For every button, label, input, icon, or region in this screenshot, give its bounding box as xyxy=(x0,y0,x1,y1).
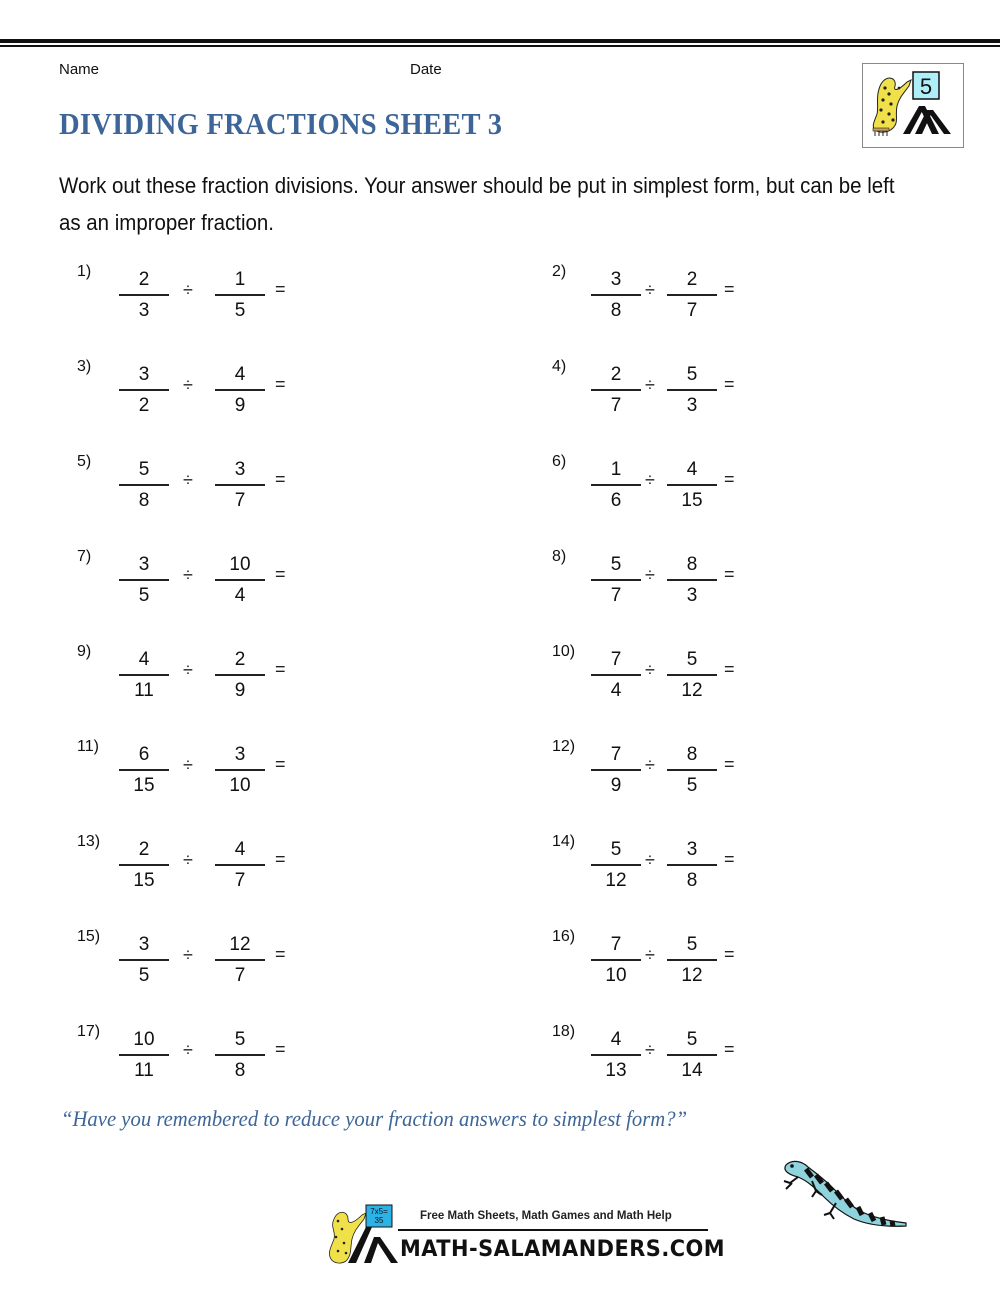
divide-operator: ÷ xyxy=(183,280,193,300)
svg-text:35: 35 xyxy=(374,1216,384,1225)
fraction-bar xyxy=(215,484,265,486)
divide-operator: ÷ xyxy=(645,1040,655,1060)
divisor-fraction xyxy=(215,647,265,704)
equals-sign: = xyxy=(275,564,286,584)
problem-14 xyxy=(552,833,792,893)
divisor-fraction xyxy=(667,552,717,609)
equals-sign: = xyxy=(724,564,735,584)
problem-1 xyxy=(77,263,317,323)
denominator: 5 xyxy=(686,774,698,796)
divisor-fraction xyxy=(215,552,265,609)
dividend-fraction xyxy=(119,362,169,419)
problem-number: 1) xyxy=(77,263,92,280)
problem-number: 3) xyxy=(77,358,92,375)
denominator: 2 xyxy=(138,394,150,416)
fraction-bar xyxy=(119,294,169,296)
equals-sign: = xyxy=(724,1039,735,1059)
denominator: 10 xyxy=(229,774,251,796)
denominator: 8 xyxy=(234,1059,246,1081)
numerator: 5 xyxy=(686,934,698,955)
denominator: 8 xyxy=(138,489,150,511)
numerator: 2 xyxy=(234,649,246,670)
fraction-bar xyxy=(667,389,717,391)
divisor-fraction xyxy=(667,742,717,799)
denominator: 7 xyxy=(234,869,246,891)
problem-15 xyxy=(77,928,317,988)
problem-number: 16) xyxy=(552,928,576,945)
numerator: 2 xyxy=(610,364,622,385)
problem-18 xyxy=(552,1023,792,1083)
denominator: 5 xyxy=(234,299,246,321)
fraction-bar xyxy=(591,864,641,866)
numerator: 4 xyxy=(686,459,698,480)
dividend-fraction xyxy=(591,362,641,419)
denominator: 11 xyxy=(134,1059,154,1081)
fraction-bar xyxy=(215,1054,265,1056)
divisor-fraction xyxy=(667,362,717,419)
fraction-bar xyxy=(215,294,265,296)
problem-number: 6) xyxy=(552,453,567,470)
footer-rule xyxy=(398,1229,708,1231)
divide-operator: ÷ xyxy=(645,660,655,680)
fraction-bar xyxy=(215,959,265,961)
numerator: 8 xyxy=(686,744,698,765)
fraction-bar xyxy=(215,579,265,581)
numerator: 4 xyxy=(138,649,150,670)
denominator: 9 xyxy=(234,679,246,701)
problem-number: 17) xyxy=(77,1023,101,1040)
equals-sign: = xyxy=(275,374,286,394)
divisor-fraction xyxy=(667,932,717,989)
dividend-fraction xyxy=(119,1027,169,1084)
fraction-bar xyxy=(591,959,641,961)
denominator: 6 xyxy=(610,489,622,511)
problem-12 xyxy=(552,738,792,798)
equals-sign: = xyxy=(724,944,735,964)
dividend-fraction xyxy=(591,932,641,989)
numerator: 10 xyxy=(229,554,251,575)
divide-operator: ÷ xyxy=(183,945,193,965)
numerator: 5 xyxy=(610,554,622,575)
divide-operator: ÷ xyxy=(645,850,655,870)
problem-number: 7) xyxy=(77,548,92,565)
fraction-bar xyxy=(667,674,717,676)
denominator: 15 xyxy=(681,489,703,511)
problem-17 xyxy=(77,1023,317,1083)
dividend-fraction xyxy=(119,552,169,609)
problem-number: 4) xyxy=(552,358,567,375)
divide-operator: ÷ xyxy=(183,850,193,870)
problem-number: 13) xyxy=(77,833,101,850)
denominator: 3 xyxy=(138,299,150,321)
divisor-fraction xyxy=(215,1027,265,1084)
divide-operator: ÷ xyxy=(183,470,193,490)
fraction-bar xyxy=(667,1054,717,1056)
fraction-bar xyxy=(119,1054,169,1056)
top-rule-thin xyxy=(0,45,1000,47)
equals-sign: = xyxy=(724,849,735,869)
numerator: 10 xyxy=(133,1029,155,1050)
denominator: 3 xyxy=(686,584,698,606)
divisor-fraction xyxy=(215,362,265,419)
fraction-bar xyxy=(591,1054,641,1056)
problem-number: 10) xyxy=(552,643,576,660)
denominator: 7 xyxy=(234,964,246,986)
denominator: 10 xyxy=(605,964,627,986)
fraction-bar xyxy=(119,959,169,961)
divide-operator: ÷ xyxy=(183,565,193,585)
divisor-fraction xyxy=(667,267,717,324)
footer-site-name: MATH-SALAMANDERS.COM xyxy=(400,1237,726,1262)
numerator: 3 xyxy=(138,364,150,385)
divide-operator: ÷ xyxy=(183,660,193,680)
fraction-bar xyxy=(119,484,169,486)
divisor-fraction xyxy=(215,457,265,514)
instructions: Work out these fraction divisions. Your answer should be put in simplest form, but can be left as an improper fraction. xyxy=(59,173,895,235)
divide-operator: ÷ xyxy=(645,565,655,585)
problem-13 xyxy=(77,833,317,893)
dividend-fraction xyxy=(591,742,641,799)
equals-sign: = xyxy=(724,469,735,489)
denominator: 7 xyxy=(234,489,246,511)
fraction-bar xyxy=(667,579,717,581)
dividend-fraction xyxy=(591,837,641,894)
fraction-bar xyxy=(119,674,169,676)
divisor-fraction xyxy=(215,742,265,799)
denominator: 4 xyxy=(610,679,622,701)
denominator: 15 xyxy=(133,869,155,891)
denominator: 7 xyxy=(610,584,622,606)
fraction-bar xyxy=(119,864,169,866)
denominator: 12 xyxy=(681,964,703,986)
numerator: 8 xyxy=(686,554,698,575)
fraction-bar xyxy=(591,769,641,771)
grade-logo xyxy=(862,63,964,148)
divisor-fraction xyxy=(667,647,717,704)
divide-operator: ÷ xyxy=(645,755,655,775)
name-label: Name xyxy=(59,61,100,78)
numerator: 2 xyxy=(138,269,150,290)
numerator: 3 xyxy=(138,934,150,955)
divisor-fraction xyxy=(215,932,265,989)
problem-number: 9) xyxy=(77,643,92,660)
numerator: 3 xyxy=(234,459,246,480)
problem-8 xyxy=(552,548,792,608)
denominator: 9 xyxy=(234,394,246,416)
denominator: 7 xyxy=(686,299,698,321)
problem-number: 15) xyxy=(77,928,101,945)
problem-number: 8) xyxy=(552,548,567,565)
denominator: 7 xyxy=(610,394,622,416)
numerator: 7 xyxy=(610,744,622,765)
fraction-bar xyxy=(667,769,717,771)
problem-number: 5) xyxy=(77,453,92,470)
problem-10 xyxy=(552,643,792,703)
denominator: 12 xyxy=(681,679,703,701)
dividend-fraction xyxy=(119,457,169,514)
date-label: Date xyxy=(410,61,442,78)
svg-text:7x5=: 7x5= xyxy=(370,1207,388,1216)
divisor-fraction xyxy=(215,267,265,324)
fraction-bar xyxy=(591,674,641,676)
problem-9 xyxy=(77,643,317,703)
numerator: 5 xyxy=(138,459,150,480)
divide-operator: ÷ xyxy=(645,375,655,395)
numerator: 1 xyxy=(610,459,622,480)
denominator: 12 xyxy=(605,869,627,891)
dividend-fraction xyxy=(591,457,641,514)
divide-operator: ÷ xyxy=(645,280,655,300)
fraction-bar xyxy=(667,864,717,866)
denominator: 5 xyxy=(138,964,150,986)
denominator: 5 xyxy=(138,584,150,606)
numerator: 2 xyxy=(686,269,698,290)
footer-logo xyxy=(326,1203,726,1267)
salamander-teacher-icon xyxy=(863,64,963,147)
equals-sign: = xyxy=(724,279,735,299)
problem-number: 11) xyxy=(77,738,99,755)
numerator: 2 xyxy=(138,839,150,860)
numerator: 5 xyxy=(686,649,698,670)
fraction-bar xyxy=(119,579,169,581)
denominator: 4 xyxy=(234,584,246,606)
dividend-fraction xyxy=(591,552,641,609)
numerator: 7 xyxy=(610,934,622,955)
denominator: 15 xyxy=(133,774,155,796)
numerator: 12 xyxy=(229,934,251,955)
equals-sign: = xyxy=(275,469,286,489)
problem-number: 2) xyxy=(552,263,567,280)
divide-operator: ÷ xyxy=(183,755,193,775)
fraction-bar xyxy=(667,959,717,961)
numerator: 6 xyxy=(138,744,150,765)
numerator: 3 xyxy=(138,554,150,575)
numerator: 4 xyxy=(610,1029,622,1050)
divide-operator: ÷ xyxy=(183,375,193,395)
denominator: 13 xyxy=(605,1059,627,1081)
numerator: 3 xyxy=(234,744,246,765)
footer-tagline: Free Math Sheets, Math Games and Math Help xyxy=(420,1210,672,1222)
problem-7 xyxy=(77,548,317,608)
denominator: 8 xyxy=(686,869,698,891)
numerator: 7 xyxy=(610,649,622,670)
divide-operator: ÷ xyxy=(645,945,655,965)
numerator: 4 xyxy=(234,839,246,860)
reminder-quote: “Have you remembered to reduce your fraction answers to simplest form?” xyxy=(61,1106,688,1131)
numerator: 3 xyxy=(610,269,622,290)
numerator: 5 xyxy=(686,1029,698,1050)
divide-operator: ÷ xyxy=(645,470,655,490)
equals-sign: = xyxy=(275,754,286,774)
numerator: 4 xyxy=(234,364,246,385)
fraction-bar xyxy=(215,769,265,771)
equals-sign: = xyxy=(724,659,735,679)
top-rule-thick xyxy=(0,39,1000,43)
problem-number: 12) xyxy=(552,738,576,755)
denominator: 8 xyxy=(610,299,622,321)
equals-sign: = xyxy=(275,659,286,679)
problem-number: 14) xyxy=(552,833,576,850)
problem-number: 18) xyxy=(552,1023,576,1040)
fraction-bar xyxy=(215,389,265,391)
dividend-fraction xyxy=(591,1027,641,1084)
dividend-fraction xyxy=(119,932,169,989)
dividend-fraction xyxy=(591,267,641,324)
problem-6 xyxy=(552,453,792,513)
fraction-bar xyxy=(119,389,169,391)
fraction-bar xyxy=(667,294,717,296)
problem-2 xyxy=(552,263,792,323)
divisor-fraction xyxy=(215,837,265,894)
divisor-fraction xyxy=(667,1027,717,1084)
divisor-fraction xyxy=(667,837,717,894)
equals-sign: = xyxy=(724,754,735,774)
denominator: 3 xyxy=(686,394,698,416)
numerator: 3 xyxy=(686,839,698,860)
numerator: 1 xyxy=(234,269,246,290)
salamander-icon xyxy=(776,1155,911,1235)
numerator: 5 xyxy=(610,839,622,860)
numerator: 5 xyxy=(234,1029,246,1050)
divisor-fraction xyxy=(667,457,717,514)
fraction-bar xyxy=(119,769,169,771)
problem-3 xyxy=(77,358,317,418)
denominator: 11 xyxy=(134,679,154,701)
equals-sign: = xyxy=(275,944,286,964)
fraction-bar xyxy=(667,484,717,486)
svg-text:5: 5 xyxy=(919,74,933,99)
equals-sign: = xyxy=(275,1039,286,1059)
dividend-fraction xyxy=(119,647,169,704)
problem-16 xyxy=(552,928,792,988)
divide-operator: ÷ xyxy=(183,1040,193,1060)
denominator: 14 xyxy=(681,1059,703,1081)
dividend-fraction xyxy=(591,647,641,704)
numerator: 5 xyxy=(686,364,698,385)
dividend-fraction xyxy=(119,837,169,894)
page-title: DIVIDING FRACTIONS SHEET 3 xyxy=(59,106,503,141)
fraction-bar xyxy=(591,389,641,391)
equals-sign: = xyxy=(275,279,286,299)
fraction-bar xyxy=(215,864,265,866)
fraction-bar xyxy=(591,484,641,486)
equals-sign: = xyxy=(275,849,286,869)
problem-4 xyxy=(552,358,792,418)
fraction-bar xyxy=(215,674,265,676)
denominator: 9 xyxy=(610,774,622,796)
equals-sign: = xyxy=(724,374,735,394)
footer-salamander-icon xyxy=(326,1203,400,1267)
fraction-bar xyxy=(591,579,641,581)
dividend-fraction xyxy=(119,267,169,324)
problem-11 xyxy=(77,738,317,798)
problem-5 xyxy=(77,453,317,513)
dividend-fraction xyxy=(119,742,169,799)
fraction-bar xyxy=(591,294,641,296)
